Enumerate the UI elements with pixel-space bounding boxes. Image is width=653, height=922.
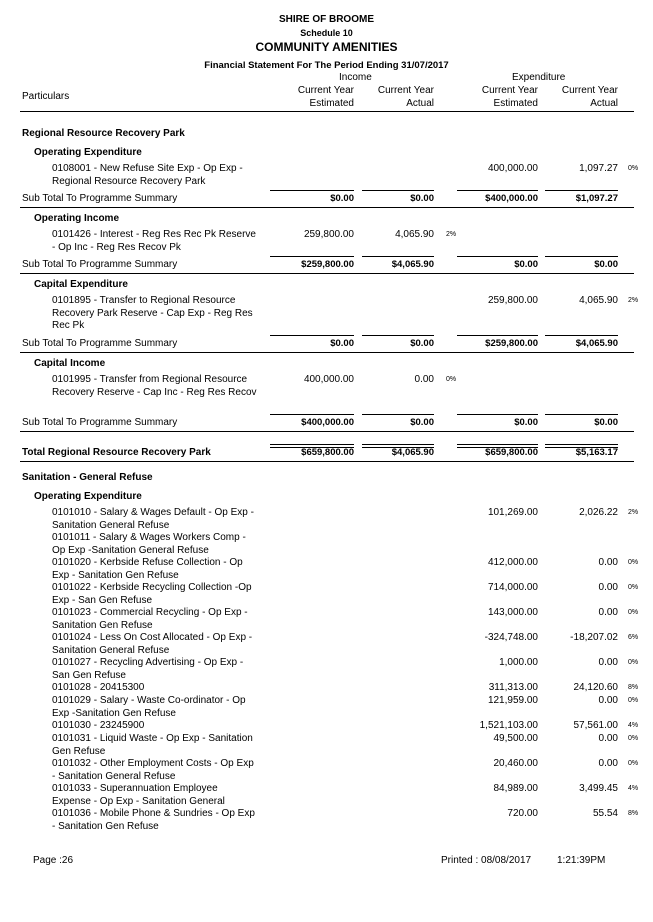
exp-est-value: 311,313.00 bbox=[488, 682, 538, 693]
subtotal-rule bbox=[545, 335, 618, 336]
group-heading: Capital Income bbox=[34, 358, 106, 369]
row-divider bbox=[20, 273, 634, 274]
row-divider bbox=[20, 207, 634, 208]
exp-act-value: -18,207.02 bbox=[570, 632, 618, 643]
exp-pct-value: 0% bbox=[628, 735, 639, 742]
line-item-description: 0101895 - Transfer to Regional Resource Recovery Park Reserve - Cap Exp - Reg Res Rec Pk bbox=[52, 295, 253, 331]
line-item-description: 0101029 - Salary - Waste Co-ordinator - Op Exp -Sanitation Gen Refuse bbox=[52, 695, 246, 719]
exp-est-value: 20,460.00 bbox=[493, 758, 538, 769]
subtotal-label: Sub Total To Programme Summary bbox=[22, 417, 178, 428]
exp-est-value: $259,800.00 bbox=[485, 338, 538, 349]
group-heading: Operating Income bbox=[34, 213, 120, 224]
inc-pct-value: 0% bbox=[446, 376, 457, 383]
statement-title: Financial Statement For The Period Ending 31/07/2017 bbox=[204, 60, 449, 71]
particulars-label: Particulars bbox=[22, 91, 70, 102]
exp-est-value: 714,000.00 bbox=[487, 582, 538, 593]
exp-act-value: 55.54 bbox=[592, 808, 618, 819]
exp-est-value: $0.00 bbox=[514, 259, 538, 270]
inc-act-value: 4,065.90 bbox=[395, 229, 434, 240]
exp-est-value: $0.00 bbox=[514, 417, 538, 428]
exp-pct-value: 0% bbox=[628, 559, 639, 566]
group-heading: Capital Expenditure bbox=[34, 279, 128, 290]
exp-pct-value: 8% bbox=[628, 810, 639, 817]
exp-act-value: $0.00 bbox=[594, 259, 618, 270]
exp-act-value: 0.00 bbox=[598, 607, 618, 618]
schedule-label: Schedule 10 bbox=[300, 28, 353, 38]
line-item-description: 0101033 - Superannuation Employee Expense - Op Exp - Sanitation General bbox=[52, 783, 225, 807]
line-item-description: 0101028 - 20415300 bbox=[52, 682, 145, 693]
inc-pct-value: 2% bbox=[446, 231, 457, 238]
exp-act-value: 0.00 bbox=[598, 733, 618, 744]
expenditure-group-label: Expenditure bbox=[512, 72, 566, 83]
row-divider bbox=[20, 431, 634, 432]
inc-est-value: $0.00 bbox=[330, 193, 354, 204]
inc-act-value: $0.00 bbox=[410, 193, 434, 204]
exp-act-value: $5,163.17 bbox=[575, 447, 618, 458]
total-label: Total Regional Resource Recovery Park bbox=[22, 447, 211, 458]
exp-est-value: 720.00 bbox=[507, 808, 538, 819]
exp-est-value: 143,000.00 bbox=[487, 607, 538, 618]
exp-est-value: 121,959.00 bbox=[487, 695, 538, 706]
row-divider bbox=[20, 352, 634, 353]
line-item-description: 0101023 - Commercial Recycling - Op Exp - Sanitation Gen Refuse bbox=[52, 607, 248, 631]
subtotal-rule bbox=[270, 414, 354, 415]
section-heading: Regional Resource Recovery Park bbox=[22, 128, 185, 139]
exp-act-value: 3,499.45 bbox=[579, 783, 618, 794]
line-item-description: 0101011 - Salary & Wages Workers Comp - Op Exp -Sanitation General Refuse bbox=[52, 532, 246, 556]
line-item-description: 0101036 - Mobile Phone & Sundries - Op Exp - Sanitation Gen Refuse bbox=[52, 808, 255, 832]
line-item-description: 0101024 - Less On Cost Allocated - Op Exp - Sanitation General Refuse bbox=[52, 632, 253, 656]
inc-est-value: $259,800.00 bbox=[301, 259, 354, 270]
subtotal-rule bbox=[545, 414, 618, 415]
inc-est-value: $400,000.00 bbox=[301, 417, 354, 428]
row-divider bbox=[20, 461, 634, 462]
exp-est-header-1: Current Year bbox=[481, 85, 538, 96]
exp-est-value: $659,800.00 bbox=[485, 447, 538, 458]
subtotal-rule bbox=[362, 335, 434, 336]
inc-act-value: $4,065.90 bbox=[391, 447, 434, 458]
inc-est-header-2: Estimated bbox=[309, 98, 354, 109]
line-item-description: 0101032 - Other Employment Costs - Op Exp - Sanitation General Refuse bbox=[52, 758, 254, 782]
header-divider bbox=[20, 111, 634, 112]
subtotal-rule bbox=[270, 335, 354, 336]
exp-pct-value: 0% bbox=[628, 609, 639, 616]
subtotal-rule bbox=[270, 256, 354, 257]
line-item-description: 0101426 - Interest - Reg Res Rec Pk Reserve - Op Inc - Reg Res Recov Pk bbox=[52, 229, 256, 253]
exp-pct-value: 4% bbox=[628, 722, 639, 729]
exp-act-value: 24,120.60 bbox=[573, 682, 618, 693]
exp-act-value: 0.00 bbox=[598, 758, 618, 769]
exp-est-value: 400,000.00 bbox=[487, 163, 538, 174]
subtotal-rule bbox=[362, 256, 434, 257]
line-item-description: 0101020 - Kerbside Refuse Collection - Op Exp - Sanitation Gen Refuse bbox=[52, 557, 243, 581]
line-item-description: 0101022 - Kerbside Recycling Collection -Op Exp - San Gen Refuse bbox=[52, 582, 252, 606]
subtotal-rule bbox=[362, 414, 434, 415]
line-item-description: 0101010 - Salary & Wages Default - Op Exp - Sanitation General Refuse bbox=[52, 507, 254, 531]
inc-est-value: $0.00 bbox=[330, 338, 354, 349]
exp-act-value: 4,065.90 bbox=[579, 295, 618, 306]
line-item-description: 0101995 - Transfer from Regional Resource Recovery Reserve - Cap Inc - Reg Res Recov bbox=[52, 374, 257, 398]
line-item-description: 0101031 - Liquid Waste - Op Exp - Sanitation Gen Refuse bbox=[52, 733, 253, 757]
subtotal-rule bbox=[457, 256, 538, 257]
exp-est-value: 101,269.00 bbox=[487, 507, 538, 518]
exp-pct-value: 2% bbox=[628, 509, 639, 516]
exp-est-value: -324,748.00 bbox=[484, 632, 538, 643]
income-group-label: Income bbox=[339, 72, 372, 83]
printed-date: Printed : 08/08/2017 bbox=[441, 855, 532, 866]
exp-act-value: 1,097.27 bbox=[579, 163, 618, 174]
exp-act-value: 0.00 bbox=[598, 657, 618, 668]
group-heading: Operating Expenditure bbox=[34, 147, 142, 158]
exp-pct-value: 4% bbox=[628, 785, 639, 792]
printed-time: 1:21:39PM bbox=[557, 855, 606, 866]
subtotal-label: Sub Total To Programme Summary bbox=[22, 338, 178, 349]
exp-act-value: $0.00 bbox=[594, 417, 618, 428]
inc-act-header-2: Actual bbox=[406, 98, 434, 109]
subtotal-rule bbox=[457, 190, 538, 191]
exp-est-value: 84,989.00 bbox=[493, 783, 538, 794]
inc-est-value: $659,800.00 bbox=[301, 447, 354, 458]
exp-act-value: 0.00 bbox=[598, 695, 618, 706]
subtotal-rule bbox=[545, 256, 618, 257]
exp-pct-value: 2% bbox=[628, 297, 639, 304]
exp-act-value: $1,097.27 bbox=[575, 193, 618, 204]
org-name: SHIRE OF BROOME bbox=[278, 14, 374, 25]
exp-est-header-2: Estimated bbox=[493, 98, 538, 109]
exp-act-value: 57,561.00 bbox=[573, 720, 618, 731]
exp-pct-value: 0% bbox=[628, 165, 639, 172]
line-item-description: 0101030 - 23245900 bbox=[52, 720, 145, 731]
exp-pct-value: 0% bbox=[628, 697, 639, 704]
line-item-description: 0108001 - New Refuse Site Exp - Op Exp - Regional Resource Recovery Park bbox=[52, 163, 243, 187]
exp-act-value: 2,026.22 bbox=[579, 507, 618, 518]
exp-pct-value: 0% bbox=[628, 584, 639, 591]
exp-pct-value: 0% bbox=[628, 659, 639, 666]
subtotal-label: Sub Total To Programme Summary bbox=[22, 259, 178, 270]
exp-act-header-1: Current Year bbox=[561, 85, 618, 96]
inc-act-header-1: Current Year bbox=[377, 85, 434, 96]
inc-act-value: $4,065.90 bbox=[391, 259, 434, 270]
page-number: Page :26 bbox=[33, 855, 74, 866]
subtotal-rule bbox=[270, 190, 354, 191]
subtotal-rule bbox=[457, 335, 538, 336]
subtotal-rule bbox=[457, 414, 538, 415]
inc-act-value: 0.00 bbox=[414, 374, 434, 385]
subtotal-rule bbox=[545, 190, 618, 191]
exp-est-value: 259,800.00 bbox=[487, 295, 538, 306]
exp-est-value: 1,521,103.00 bbox=[479, 720, 538, 731]
inc-est-value: 259,800.00 bbox=[303, 229, 354, 240]
exp-est-value: 49,500.00 bbox=[493, 733, 538, 744]
inc-act-value: $0.00 bbox=[410, 417, 434, 428]
exp-est-value: 412,000.00 bbox=[487, 557, 538, 568]
inc-est-value: 400,000.00 bbox=[303, 374, 354, 385]
exp-pct-value: 0% bbox=[628, 760, 639, 767]
subtotal-label: Sub Total To Programme Summary bbox=[22, 193, 178, 204]
exp-est-value: 1,000.00 bbox=[499, 657, 538, 668]
exp-est-value: $400,000.00 bbox=[485, 193, 538, 204]
inc-est-header-1: Current Year bbox=[297, 85, 354, 96]
inc-act-value: $0.00 bbox=[410, 338, 434, 349]
group-heading: Operating Expenditure bbox=[34, 491, 142, 502]
exp-pct-value: 6% bbox=[628, 634, 639, 641]
exp-act-value: $4,065.90 bbox=[575, 338, 618, 349]
exp-act-value: 0.00 bbox=[598, 557, 618, 568]
exp-act-header-2: Actual bbox=[590, 98, 618, 109]
exp-pct-value: 8% bbox=[628, 684, 639, 691]
subtotal-rule bbox=[362, 190, 434, 191]
section-title: COMMUNITY AMENITIES bbox=[255, 40, 398, 54]
line-item-description: 0101027 - Recycling Advertising - Op Exp - San Gen Refuse bbox=[52, 657, 244, 681]
section-heading: Sanitation - General Refuse bbox=[22, 472, 153, 483]
exp-act-value: 0.00 bbox=[598, 582, 618, 593]
